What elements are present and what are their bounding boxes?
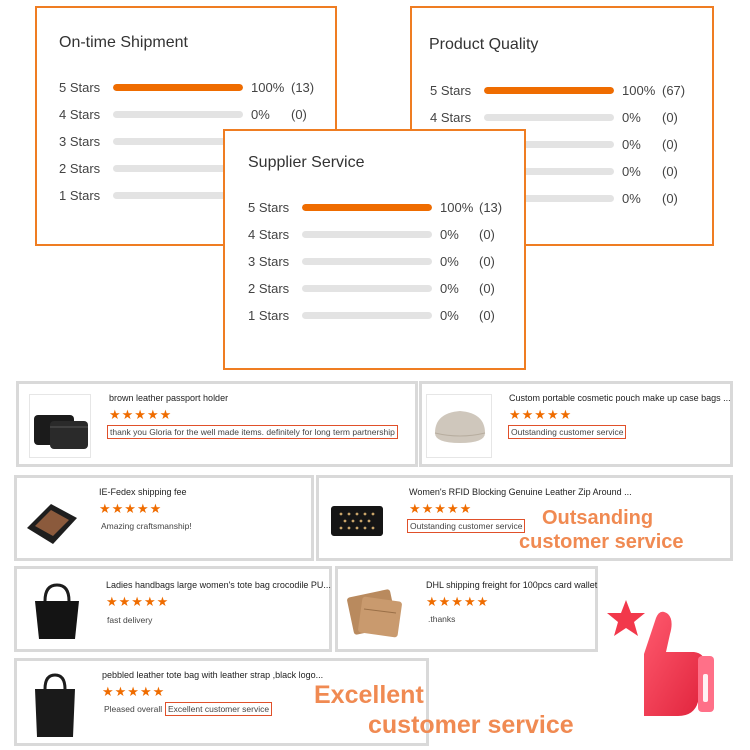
star-rating: ★★★★★ xyxy=(102,684,166,699)
review-card[interactable] xyxy=(419,381,733,467)
panel-title: Supplier Service xyxy=(248,154,365,171)
review-comment-highlight: Excellent customer service xyxy=(165,702,272,716)
rating-percent: 0% xyxy=(440,281,459,296)
rating-label: 1 Stars xyxy=(248,308,290,323)
callout-outstanding-line1: Outsanding xyxy=(542,507,654,529)
callout-excellent-line1: Excellent xyxy=(314,681,424,709)
rating-bar-fill xyxy=(113,84,243,91)
star-icon xyxy=(604,598,648,640)
review-comment: thank you Gloria for the well made items. definitely for long term partnership xyxy=(107,425,398,439)
rating-label: 3 Stars xyxy=(248,254,290,269)
product-thumbnail[interactable] xyxy=(29,394,91,458)
rating-label: 5 Stars xyxy=(248,200,290,215)
product-title[interactable]: Custom portable cosmetic pouch make up case bags ... xyxy=(509,393,731,403)
rating-row xyxy=(225,308,524,322)
black-cosmetic-bags-image xyxy=(30,395,91,458)
rating-count: (0) xyxy=(479,308,495,323)
rating-label: 5 Stars xyxy=(430,83,472,98)
rating-count: (0) xyxy=(662,137,678,152)
rating-label: 3 Stars xyxy=(59,134,101,149)
review-card[interactable] xyxy=(14,475,314,561)
review-comment: fast delivery xyxy=(107,615,153,625)
rating-row xyxy=(225,227,524,241)
beige-pouch-image xyxy=(427,395,492,458)
product-thumbnail[interactable] xyxy=(23,669,87,741)
review-comment: Outstanding customer service xyxy=(407,519,525,533)
rating-label: 4 Stars xyxy=(59,107,101,122)
rating-bar xyxy=(484,114,614,121)
rating-bar xyxy=(302,231,432,238)
review-comment: Amazing craftsmanship! xyxy=(101,521,192,531)
rating-count: (0) xyxy=(479,281,495,296)
rating-percent: 0% xyxy=(251,107,270,122)
rating-percent: 100% xyxy=(440,200,474,215)
rating-bar xyxy=(302,312,432,319)
panel-title: On-time Shipment xyxy=(59,34,188,51)
review-card[interactable] xyxy=(335,566,598,652)
review-comment: .thanks xyxy=(428,614,456,624)
rating-percent: 0% xyxy=(622,110,641,125)
product-title[interactable]: pebbled leather tote bag with leather strap ,black logo... xyxy=(102,670,324,680)
rating-label: 2 Stars xyxy=(248,281,290,296)
star-rating: ★★★★★ xyxy=(426,594,490,609)
rating-label: 1 Stars xyxy=(59,188,101,203)
product-title[interactable]: Women's RFID Blocking Genuine Leather Zip Around ... xyxy=(409,487,632,497)
star-rating: ★★★★★ xyxy=(106,594,170,609)
rating-label: 5 Stars xyxy=(59,80,101,95)
rating-row xyxy=(37,107,335,121)
review-card[interactable] xyxy=(14,566,332,652)
product-title[interactable]: Ladies handbags large women's tote bag crocodile PU... xyxy=(106,580,331,590)
rating-row xyxy=(225,281,524,295)
star-rating: ★★★★★ xyxy=(409,501,473,516)
rating-percent: 0% xyxy=(622,137,641,152)
product-thumbnail[interactable] xyxy=(342,579,412,647)
rating-bar-fill xyxy=(302,204,432,211)
rating-row xyxy=(412,110,712,124)
black-tote-image xyxy=(25,579,89,645)
rating-count: (13) xyxy=(291,80,315,95)
rating-row xyxy=(225,254,524,268)
rating-count: (0) xyxy=(479,227,495,242)
rating-percent: 100% xyxy=(251,80,285,95)
rating-count: (0) xyxy=(662,191,678,206)
rating-bar xyxy=(302,258,432,265)
product-title[interactable]: DHL shipping freight for 100pcs card wallet xyxy=(426,580,598,590)
star-rating: ★★★★★ xyxy=(99,501,163,516)
rating-row xyxy=(37,80,335,94)
product-thumbnail[interactable] xyxy=(426,394,492,458)
rating-count: (0) xyxy=(662,164,678,179)
review-comment: Pleased overall xyxy=(104,704,163,714)
product-thumbnail[interactable] xyxy=(25,579,89,645)
rating-label: 2 Stars xyxy=(59,161,101,176)
rating-bar xyxy=(302,285,432,292)
callout-outstanding-line2: customer service xyxy=(519,531,684,553)
product-title[interactable]: IE-Fedex shipping fee xyxy=(99,487,187,497)
rating-count: (13) xyxy=(479,200,503,215)
rating-bar xyxy=(113,84,243,91)
rating-label: 4 Stars xyxy=(248,227,290,242)
product-title[interactable]: brown leather passport holder xyxy=(109,393,229,403)
review-comment: Outstanding customer service xyxy=(508,425,626,439)
black-pebbled-tote-image xyxy=(23,669,87,741)
rating-percent: 0% xyxy=(622,191,641,206)
tan-wallet-image xyxy=(342,579,412,647)
rating-count: (0) xyxy=(291,107,307,122)
rating-bar xyxy=(113,111,243,118)
rating-label: 4 Stars xyxy=(430,110,472,125)
rating-percent: 0% xyxy=(440,308,459,323)
product-thumbnail[interactable] xyxy=(325,490,391,552)
rating-percent: 0% xyxy=(440,227,459,242)
panel-title: Product Quality xyxy=(429,36,539,53)
rating-row xyxy=(412,83,712,97)
rating-percent: 0% xyxy=(440,254,459,269)
product-thumbnail[interactable] xyxy=(21,488,85,552)
rating-bar-fill xyxy=(484,87,614,94)
rating-count: (0) xyxy=(479,254,495,269)
rating-percent: 100% xyxy=(622,83,656,98)
black-clutch-image xyxy=(21,488,85,552)
star-rating: ★★★★★ xyxy=(509,407,573,422)
rating-bar xyxy=(302,204,432,211)
star-rating: ★★★★★ xyxy=(109,407,173,422)
rating-count: (67) xyxy=(662,83,686,98)
rating-panel-supplier-service xyxy=(223,129,526,370)
callout-excellent-line2: customer service xyxy=(368,711,574,739)
review-card[interactable] xyxy=(16,381,418,467)
rating-row xyxy=(225,200,524,214)
rating-count: (0) xyxy=(662,110,678,125)
rating-percent: 0% xyxy=(622,164,641,179)
rating-bar xyxy=(484,87,614,94)
studded-wallet-image xyxy=(325,490,391,552)
